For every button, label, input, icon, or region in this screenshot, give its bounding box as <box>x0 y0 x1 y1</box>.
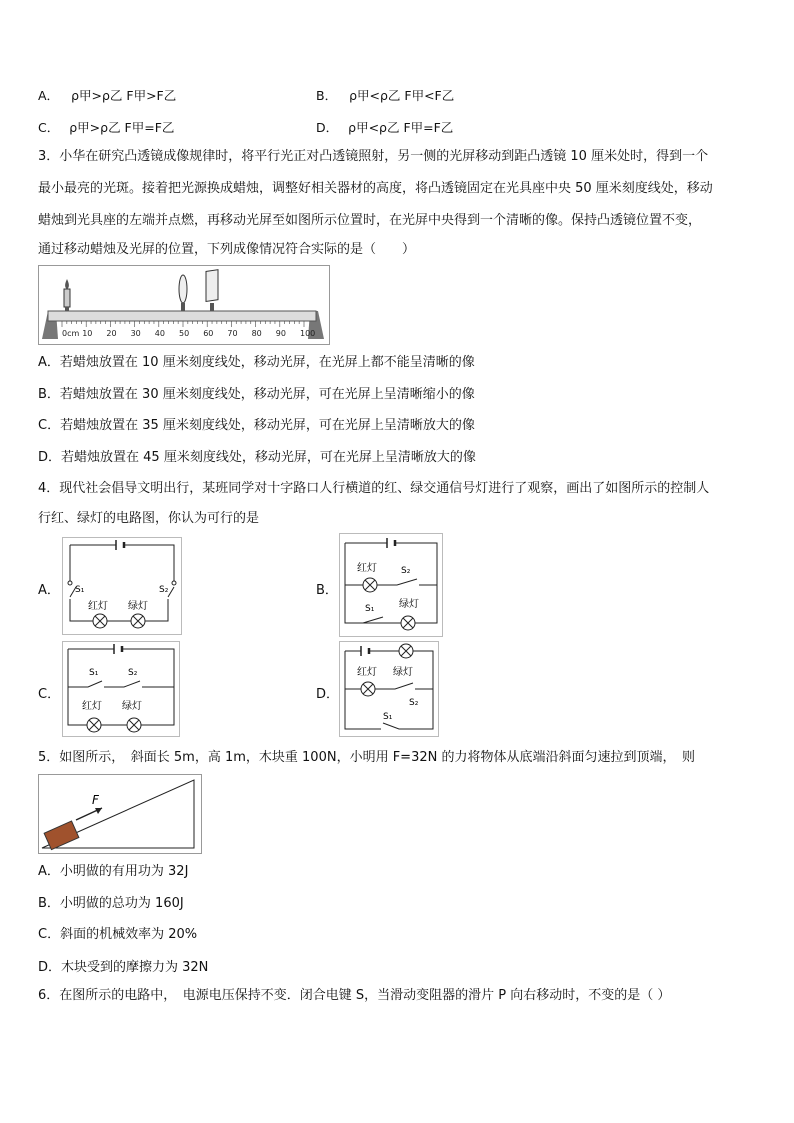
optical-bench-figure <box>38 265 330 345</box>
ruler-tick-label: 70 <box>227 329 238 338</box>
q3-option-a: A．若蜡烛放置在 10 厘米刻度线处，移动光屏，在光屏上都不能呈清晰的像 <box>38 355 475 370</box>
circuit-a <box>62 537 182 635</box>
circuit-c <box>62 641 180 737</box>
q5-option-a: A．小明做的有用功为 32J <box>38 864 189 879</box>
ruler-tick-label: 90 <box>275 329 286 338</box>
circuit-c-red-label: 红灯 <box>82 701 102 712</box>
q2-option-c: C． ρ甲>ρ乙 F甲=F乙 <box>38 120 175 135</box>
q4-option-c-label: C． <box>38 687 61 702</box>
circuit-d-green-label: 绿灯 <box>393 667 413 678</box>
q2-option-b: B． ρ甲<ρ乙 F甲<F乙 <box>316 88 455 103</box>
q3-option-b: B．若蜡烛放置在 30 厘米刻度线处，移动光屏，可在光屏上呈清晰缩小的像 <box>38 387 475 402</box>
circuit-b-s2: S₂ <box>401 566 411 576</box>
ruler-tick-label: 100 <box>300 329 316 338</box>
ruler-tick-label: 0cm <box>62 329 80 338</box>
ruler-tick-label: 60 <box>203 329 214 338</box>
ruler-tick-label: 20 <box>106 329 117 338</box>
q2-option-a: A． ρ甲>ρ乙 F甲>F乙 <box>38 88 177 103</box>
q3-option-c: C．若蜡烛放置在 35 厘米刻度线处，移动光屏，可在光屏上呈清晰放大的像 <box>38 418 475 433</box>
q5-option-b: B．小明做的总功为 160J <box>38 896 184 911</box>
circuit-d-red-label: 红灯 <box>357 667 377 678</box>
q3-option-d: D．若蜡烛放置在 45 厘米刻度线处，移动光屏，可在光屏上呈清晰放大的像 <box>38 450 476 465</box>
q3-stem-line3: 蜡烛到光具座的左端并点燃，再移动光屏至如图所示位置时，在光屏中央得到一个清晰的像。保持凸透镜位置不变， <box>38 213 702 228</box>
circuit-c-s2: S₂ <box>128 668 138 678</box>
q4-stem-line1: 4．现代社会倡导文明出行，某班同学对十字路口人行横道的红、绿交通信号灯进行了观察，画出了如图所示的控制人 <box>38 481 710 496</box>
force-label: F <box>92 793 99 807</box>
ruler-tick-label: 80 <box>251 329 262 338</box>
circuit-b <box>339 533 443 637</box>
ruler-tick-label: 50 <box>179 329 190 338</box>
q4-option-d-label: D． <box>316 687 340 702</box>
q3-stem-line2: 最小最亮的光斑。接着把光源换成蜡烛，调整好相关器材的高度，将凸透镜固定在光具座中央 50 厘米刻度线处，移动 <box>38 181 713 196</box>
circuit-c-green-label: 绿灯 <box>122 701 142 712</box>
incline-figure <box>38 774 202 854</box>
circuit-b-green-label: 绿灯 <box>399 599 419 610</box>
q2-option-d: D． ρ甲<ρ乙 F甲=F乙 <box>316 120 454 135</box>
circuit-d-s2: S₂ <box>409 698 419 708</box>
q5-option-c: C．斜面的机械效率为 20% <box>38 927 198 942</box>
circuit-b-s1: S₁ <box>365 604 375 614</box>
ruler-tick-label: 10 <box>82 329 93 338</box>
q3-stem-line1: 3．小华在研究凸透镜成像规律时，将平行光正对凸透镜照射，另一侧的光屏移动到距凸透镜 10 厘米处时，得到一个 <box>38 149 709 164</box>
q5-option-d: D．木块受到的摩擦力为 32N <box>38 960 209 975</box>
ruler-tick-label: 30 <box>130 329 141 338</box>
circuit-a-red-label: 红灯 <box>88 601 108 612</box>
q4-option-b-label: B． <box>316 583 338 598</box>
circuit-d-s1: S₁ <box>383 712 393 722</box>
q3-stem-line4: 通过移动蜡烛及光屏的位置，下列成像情况符合实际的是（ ） <box>38 242 416 257</box>
circuit-d <box>339 641 439 737</box>
circuit-a-green-label: 绿灯 <box>128 601 148 612</box>
circuit-b-red-label: 红灯 <box>357 563 377 574</box>
q4-option-a-label: A． <box>38 583 60 598</box>
ruler-tick-label: 40 <box>154 329 165 338</box>
circuit-c-s1: S₁ <box>89 668 99 678</box>
q6-stem: 6．在图所示的电路中， 电源电压保持不变．闭合电键 S，当滑动变阻器的滑片 P 向右移动时，不变的是（ ） <box>38 988 671 1003</box>
circuit-a-s2: S₂ <box>159 585 169 595</box>
q4-stem-line2: 行红、绿灯的电路图，你认为可行的是 <box>38 511 260 526</box>
circuit-a-s1: S₁ <box>75 585 85 595</box>
q5-stem: 5．如图所示， 斜面长 5m，高 1m，木块重 100N，小明用 F=32N 的力将物体从底端沿斜面匀速拉到顶端， 则 <box>38 750 695 765</box>
